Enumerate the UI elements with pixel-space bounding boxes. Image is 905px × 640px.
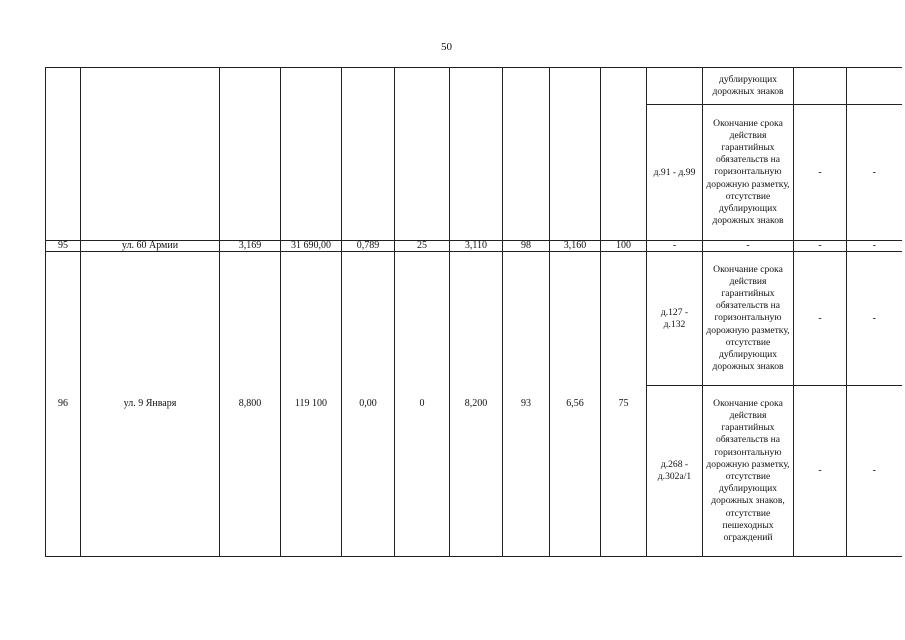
cell-street: ул. 9 Января xyxy=(81,252,220,557)
cell-c5: 0,789 xyxy=(342,241,395,252)
cell-no xyxy=(46,68,81,241)
cell-street: ул. 60 Армии xyxy=(81,241,220,252)
cell-c9: 3,160 xyxy=(550,241,601,252)
cell-description: Окончание срока действия гарантийных обязательств на горизонтальную дорожную разметку, отсутствие дублирующих дорожных знаков xyxy=(703,105,794,241)
cell-no: 95 xyxy=(46,241,81,252)
cell-c14 xyxy=(847,68,902,105)
cell-c13: - xyxy=(794,241,847,252)
cell-c6: 0 xyxy=(395,252,450,557)
cell-description: Окончание срока действия гарантийных обязательств на горизонтальную дорожную разметку, отсутствие дублирующих дорожных знаков, отсутствие пешеходных ограждений xyxy=(703,386,794,557)
cell-c13: - xyxy=(794,252,847,386)
cell-c14: - xyxy=(847,252,902,386)
cell-c7 xyxy=(450,68,503,241)
cell-address: д.268 - д.302а/1 xyxy=(647,386,703,557)
cell-c14: - xyxy=(847,105,902,241)
cell-c4: 31 690,00 xyxy=(281,241,342,252)
cell-c8: 98 xyxy=(503,241,550,252)
cell-c3: 3,169 xyxy=(220,241,281,252)
cell-address: - xyxy=(647,241,703,252)
cell-c10: 75 xyxy=(601,252,647,557)
cell-address: д.91 - д.99 xyxy=(647,105,703,241)
cell-description: - xyxy=(703,241,794,252)
cell-c7: 3,110 xyxy=(450,241,503,252)
cell-c5 xyxy=(342,68,395,241)
cell-address: д.127 - д.132 xyxy=(647,252,703,386)
cell-c14: - xyxy=(847,386,902,557)
cell-c13 xyxy=(794,68,847,105)
cell-c9 xyxy=(550,68,601,241)
cell-c13: - xyxy=(794,105,847,241)
cell-street xyxy=(81,68,220,241)
cell-address xyxy=(647,68,703,105)
cell-c4: 119 100 xyxy=(281,252,342,557)
cell-description: Окончание срока действия гарантийных обязательств на горизонтальную дорожную разметку, отсутствие дублирующих дорожных знаков xyxy=(703,252,794,386)
cell-c4 xyxy=(281,68,342,241)
cell-c8: 93 xyxy=(503,252,550,557)
cell-c5: 0,00 xyxy=(342,252,395,557)
cell-c13: - xyxy=(794,386,847,557)
page-number: 50 xyxy=(441,41,452,53)
cell-description: дублирующих дорожных знаков xyxy=(703,68,794,105)
table-row xyxy=(46,252,902,386)
cell-c6 xyxy=(395,68,450,241)
cell-no: 96 xyxy=(46,252,81,557)
cell-c8 xyxy=(503,68,550,241)
cell-c3: 8,800 xyxy=(220,252,281,557)
cell-c10 xyxy=(601,68,647,241)
cell-c10: 100 xyxy=(601,241,647,252)
roads-table xyxy=(45,67,902,557)
table-row xyxy=(46,68,902,105)
cell-c9: 6,56 xyxy=(550,252,601,557)
table-row xyxy=(46,241,902,252)
cell-c3 xyxy=(220,68,281,241)
cell-c7: 8,200 xyxy=(450,252,503,557)
cell-c6: 25 xyxy=(395,241,450,252)
cell-c14: - xyxy=(847,241,902,252)
